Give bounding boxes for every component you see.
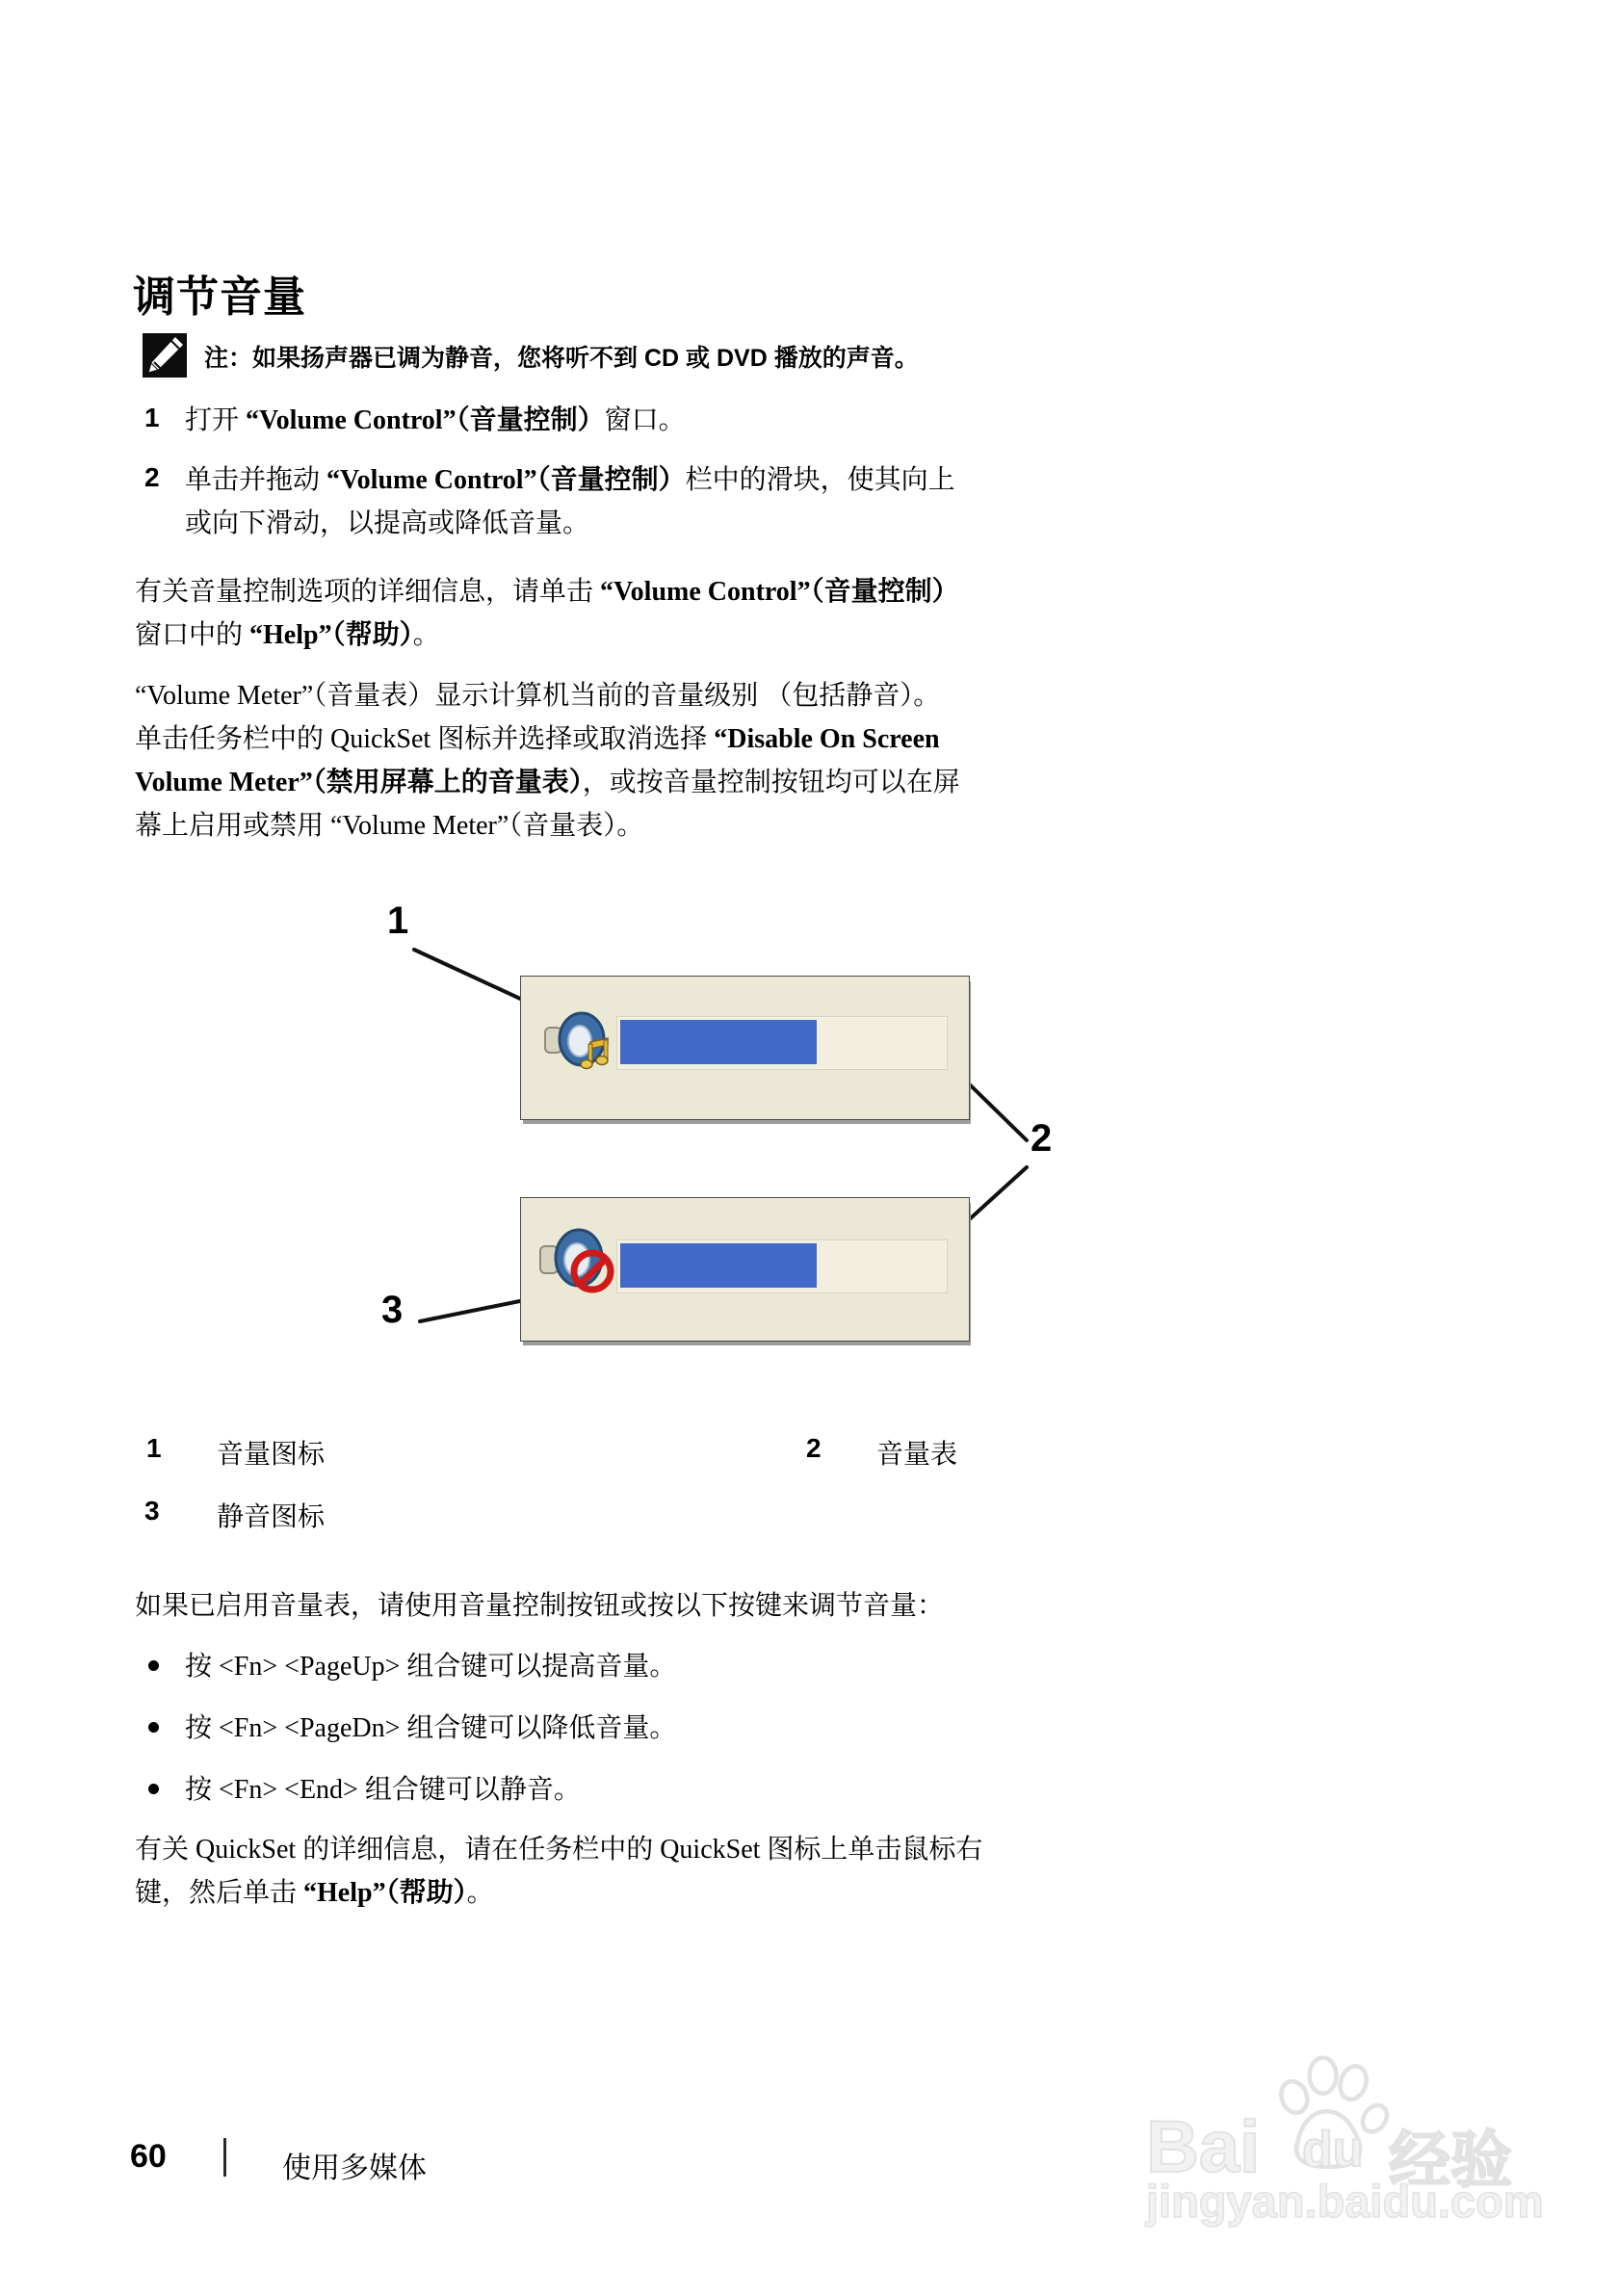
page-title: 调节音量 bbox=[133, 274, 306, 321]
watermark-suffix: 经验 bbox=[1389, 2126, 1512, 2195]
figure-callout-1: 1 bbox=[387, 900, 409, 942]
note-pencil-icon bbox=[143, 333, 187, 378]
legend-2-label: 音量表 bbox=[876, 1439, 958, 1469]
text-segment: 打开 bbox=[185, 405, 247, 435]
figure-callout-3: 3 bbox=[381, 1289, 404, 1331]
text-segment-bold: Volume Meter”（禁用屏幕上的音量表） bbox=[135, 768, 583, 797]
watermark-brand-suffix: du bbox=[1302, 2122, 1364, 2178]
legend-1-number: 1 bbox=[146, 1433, 162, 1463]
page-number: 60 bbox=[130, 2138, 167, 2175]
step-2-number: 2 bbox=[144, 462, 160, 492]
volume-meter-fill bbox=[620, 1243, 817, 1288]
step-2-text-line-2: 或向下滑动，以提高或降低音量。 bbox=[185, 509, 590, 538]
text-segment: 栏中的滑块，使其向上 bbox=[685, 465, 955, 495]
text-segment: 。 bbox=[466, 1878, 494, 1908]
legend-1-label: 音量图标 bbox=[217, 1439, 326, 1469]
paragraph-meter-line-4: 幕上启用或禁用 “Volume Meter”（音量表）。 bbox=[135, 811, 644, 841]
paragraph-meter-line-1: “Volume Meter”（音量表）显示计算机当前的音量级别 （包括静音）。 bbox=[135, 681, 941, 711]
note-text bbox=[204, 339, 919, 374]
text-segment: 单击并拖动 bbox=[185, 465, 327, 495]
paragraph-quickset-line-2 bbox=[135, 1871, 494, 1915]
paragraph-quickset-line-1: 有关 QuickSet 的详细信息，请在任务栏中的 QuickSet 图标上单击鼠标右 bbox=[135, 1835, 983, 1865]
paragraph-meter-line-3 bbox=[135, 761, 960, 804]
text-segment-bold: “Disable On Screen bbox=[714, 724, 940, 754]
bullet-dot bbox=[148, 1784, 159, 1794]
bullet-item-2: 按 <Fn> <PageDn> 组合键可以降低音量。 bbox=[185, 1713, 677, 1743]
volume-meter-panel-2 bbox=[520, 1197, 970, 1342]
text-segment-bold: “Help”（帮助） bbox=[249, 620, 413, 650]
volume-meter-track bbox=[617, 1240, 947, 1292]
text-segment-bold: “Volume Control”（音量控制） bbox=[246, 405, 605, 435]
footer-divider bbox=[223, 2138, 226, 2177]
legend-3-number: 3 bbox=[144, 1496, 160, 1526]
legend-3-label: 静音图标 bbox=[217, 1501, 326, 1531]
bullet-dot bbox=[148, 1660, 159, 1671]
text-segment: 键，然后单击 bbox=[135, 1878, 304, 1908]
text-segment: ，或按音量控制按钮均可以在屏 bbox=[582, 768, 960, 797]
bullet-dot bbox=[148, 1722, 159, 1733]
step-2-text-line-1 bbox=[185, 458, 955, 502]
bullet-item-3: 按 <Fn> <End> 组合键可以静音。 bbox=[185, 1775, 581, 1805]
step-1-text bbox=[185, 399, 686, 442]
step-1-number: 1 bbox=[144, 403, 160, 432]
paragraph-enable: 如果已启用音量表，请使用音量控制按钮或按以下按键来调节音量： bbox=[135, 1591, 945, 1621]
paragraph-meter-line-2 bbox=[135, 718, 940, 761]
volume-meter-panel-1 bbox=[520, 976, 970, 1120]
watermark-brand-prefix: Bai bbox=[1146, 2106, 1261, 2188]
volume-meter-fill bbox=[620, 1020, 817, 1064]
figure-callout-2: 2 bbox=[1031, 1117, 1053, 1160]
text-segment-bold: “Volume Control”（音量控制） bbox=[600, 577, 959, 607]
footer-section-title: 使用多媒体 bbox=[282, 2152, 427, 2184]
legend-2-number: 2 bbox=[806, 1433, 822, 1463]
watermark-url: jingyan.baidu.com bbox=[1146, 2176, 1544, 2227]
note-body: 如果扬声器已调为静音，您将听不到 CD 或 DVD 播放的声音。 bbox=[252, 345, 919, 372]
text-segment: 窗口中的 bbox=[135, 620, 250, 650]
paragraph-help-line-1 bbox=[135, 570, 959, 613]
speaker-volume-icon bbox=[542, 1002, 619, 1079]
paragraph-help-line-2 bbox=[135, 613, 440, 657]
speaker-mute-icon bbox=[536, 1215, 625, 1304]
bullet-item-1: 按 <Fn> <PageUp> 组合键可以提高音量。 bbox=[185, 1652, 677, 1682]
volume-meter-track bbox=[617, 1017, 947, 1069]
text-segment: 窗口。 bbox=[604, 405, 686, 435]
text-segment: 有关音量控制选项的详细信息，请单击 bbox=[135, 577, 601, 607]
text-segment-bold: “Help”（帮助） bbox=[303, 1878, 467, 1908]
text-segment: 。 bbox=[412, 620, 440, 650]
note-label: 注： bbox=[204, 345, 253, 372]
text-segment: 单击任务栏中的 QuickSet 图标并选择或取消选择 bbox=[135, 724, 715, 754]
text-segment-bold: “Volume Control”（音量控制） bbox=[326, 465, 686, 495]
